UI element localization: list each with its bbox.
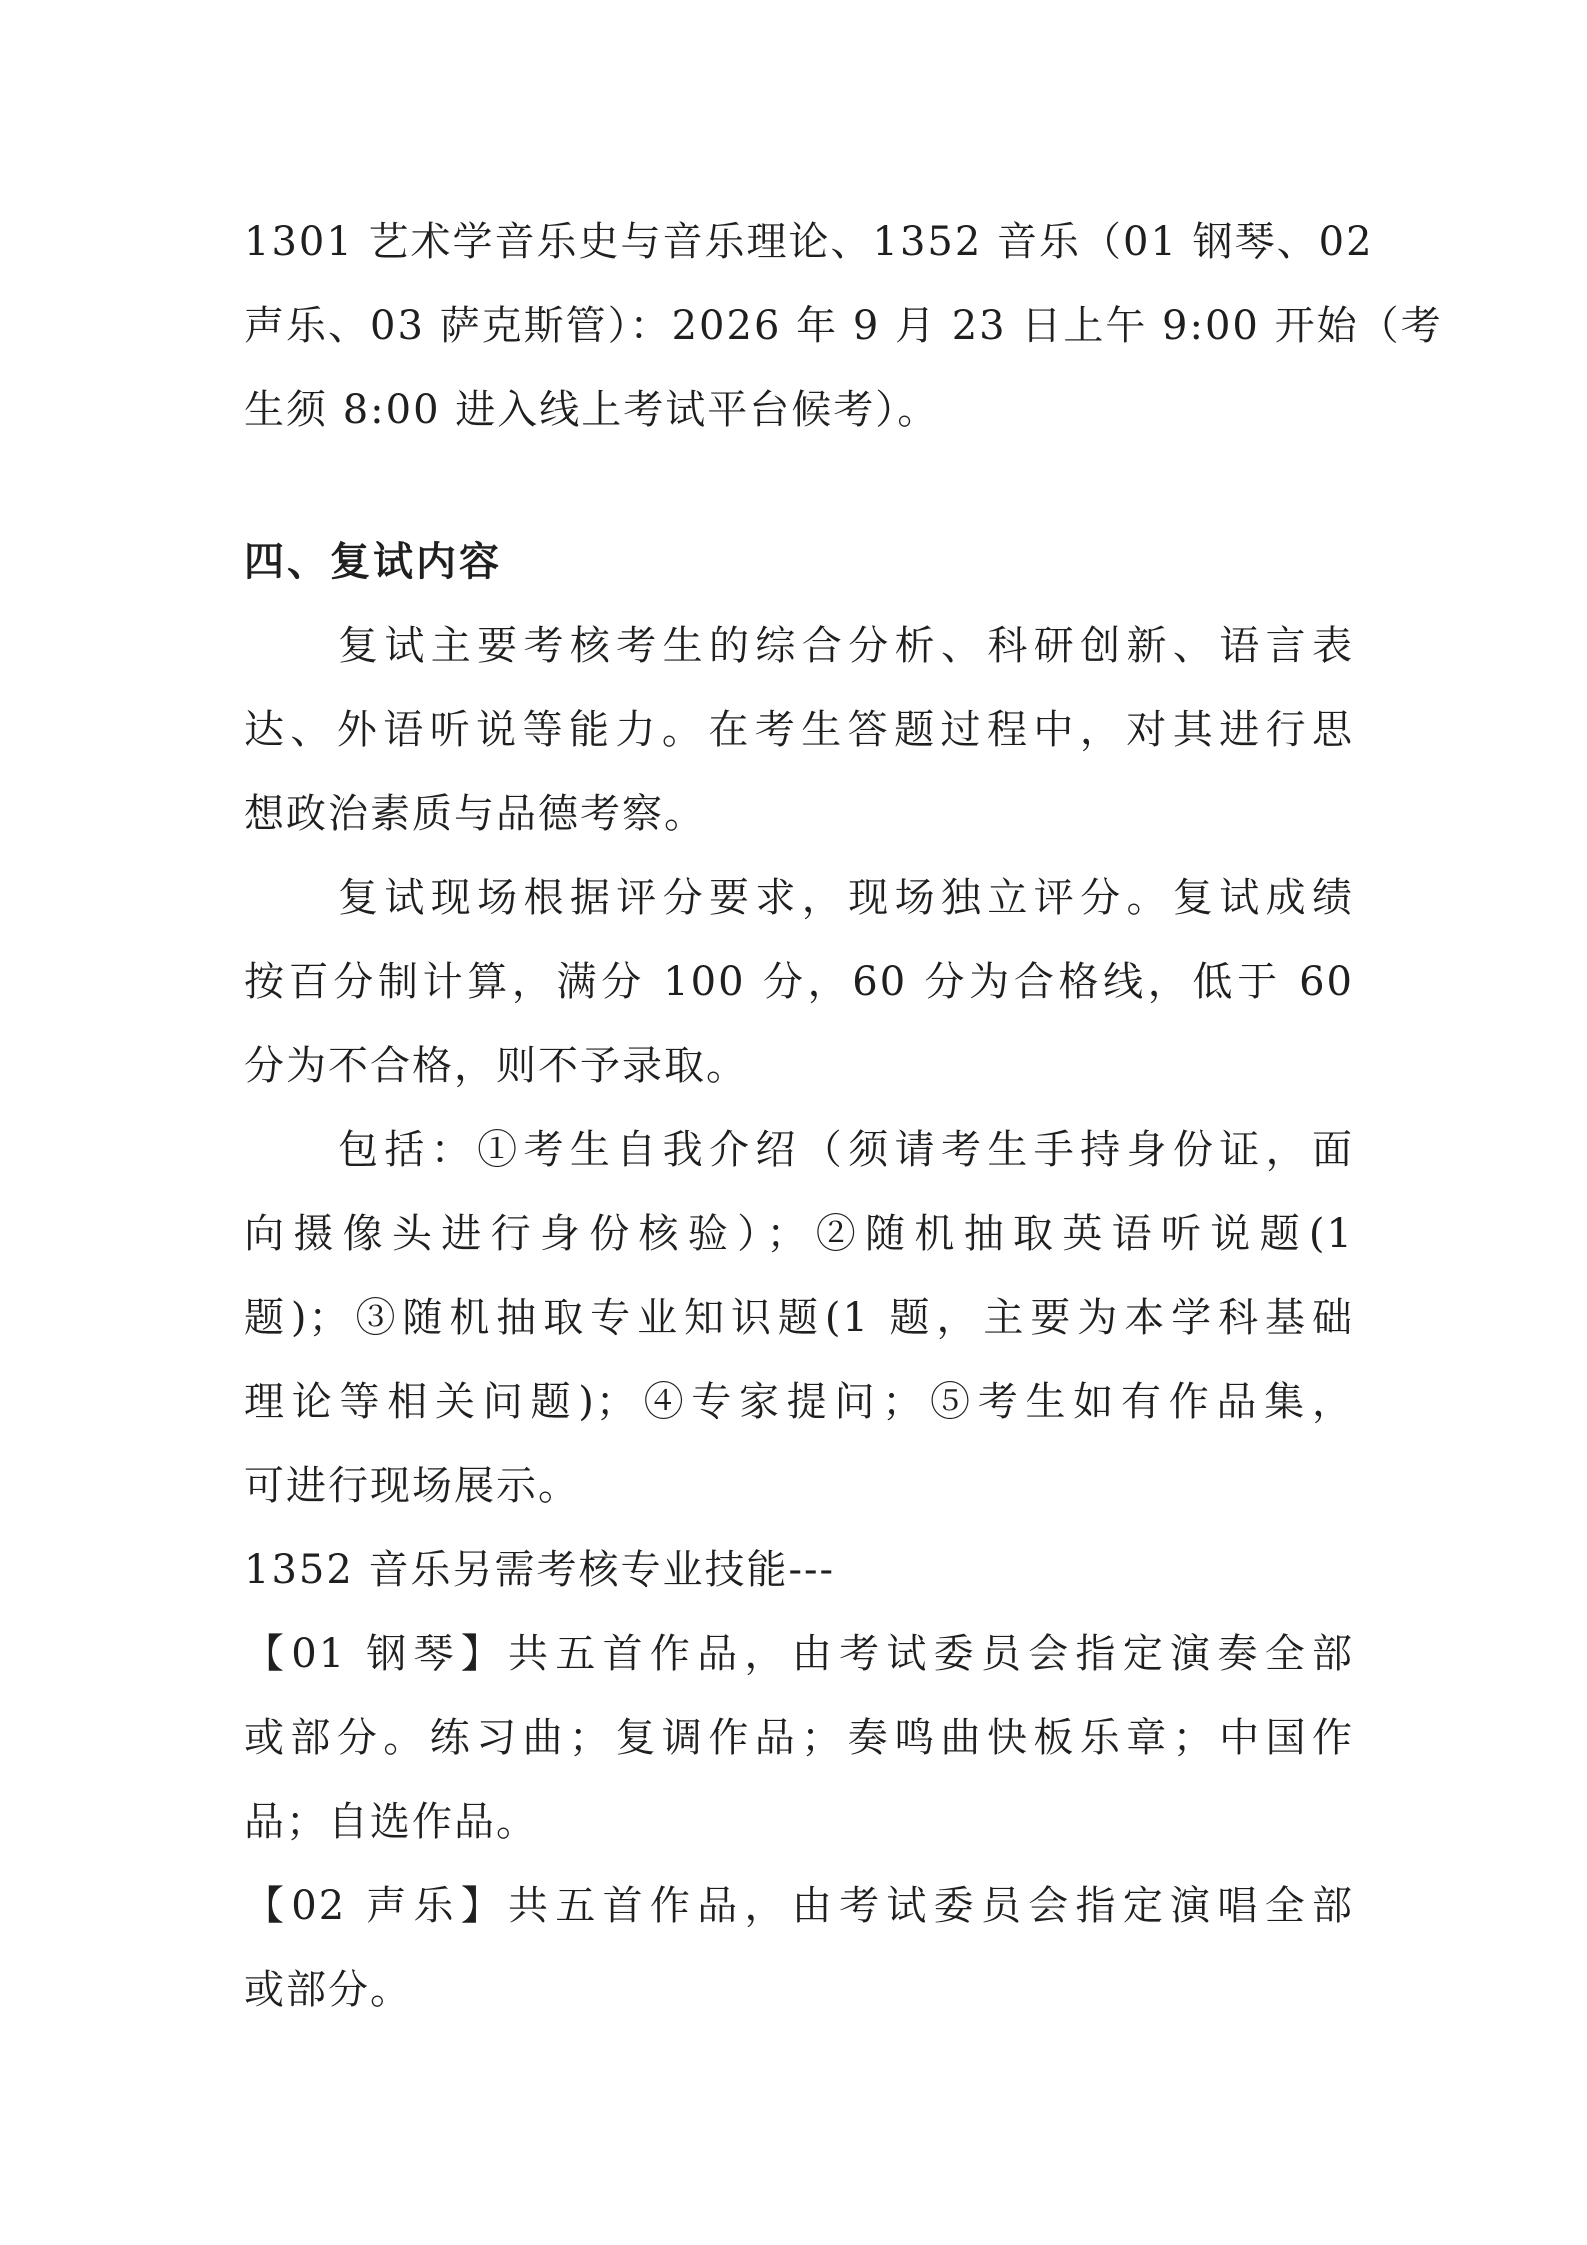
text-line: 想政治素质与品德考察。 bbox=[244, 791, 706, 837]
text-line: 复试现场根据评分要求，现场独立评分。复试成绩 bbox=[338, 875, 1354, 921]
content-paragraph-2 bbox=[244, 856, 1354, 1108]
section-heading: 四、复试内容 bbox=[244, 539, 502, 585]
text-line: 1301 艺术学音乐史与音乐理论、1352 音乐（01 钢琴、02 bbox=[244, 219, 1374, 265]
content-paragraph-1 bbox=[244, 604, 1354, 856]
content-paragraph-3 bbox=[244, 1108, 1354, 1528]
document-page bbox=[244, 200, 1443, 2032]
text-line: 复试主要考核考生的综合分析、科研创新、语言表 bbox=[338, 623, 1354, 669]
exam-schedule-paragraph bbox=[244, 200, 1443, 452]
text-line: 或部分。练习曲；复调作品；奏鸣曲快板乐章；中国作 bbox=[244, 1715, 1354, 1761]
piano-paragraph bbox=[244, 1612, 1354, 1864]
text-line: 生须 8:00 进入线上考试平台候考）。 bbox=[244, 387, 940, 433]
text-line: 品；自选作品。 bbox=[244, 1799, 538, 1845]
text-line: 达、外语听说等能力。在考生答题过程中，对其进行思 bbox=[244, 707, 1354, 753]
text-line: 按百分制计算，满分 100 分，60 分为合格线，低于 60 bbox=[244, 959, 1354, 1005]
text-line: 可进行现场展示。 bbox=[244, 1463, 580, 1509]
text-line: 【02 声乐】共五首作品，由考试委员会指定演唱全部 bbox=[244, 1883, 1354, 1929]
text-line: 向摄像头进行身份核验）；②随机抽取英语听说题(1 bbox=[244, 1211, 1354, 1257]
text-line: 分为不合格，则不予录取。 bbox=[244, 1043, 748, 1089]
vocal-paragraph bbox=[244, 1864, 1354, 2032]
text-line: 题)；③随机抽取专业知识题(1 题，主要为本学科基础 bbox=[244, 1295, 1354, 1341]
paragraph-gap bbox=[244, 452, 1354, 520]
text-line: 声乐、03 萨克斯管）：2026 年 9 月 23 日上午 9:00 开始（考 bbox=[244, 303, 1443, 349]
text-line: 包括：①考生自我介绍（须请考生手持身份证，面 bbox=[338, 1127, 1354, 1173]
music-skills-line: 1352 音乐另需考核专业技能--- bbox=[244, 1547, 836, 1593]
text-line: 理论等相关问题)；④专家提问；⑤考生如有作品集， bbox=[244, 1379, 1354, 1425]
text-line: 或部分。 bbox=[244, 1967, 412, 2013]
text-line: 【01 钢琴】共五首作品，由考试委员会指定演奏全部 bbox=[244, 1631, 1354, 1677]
